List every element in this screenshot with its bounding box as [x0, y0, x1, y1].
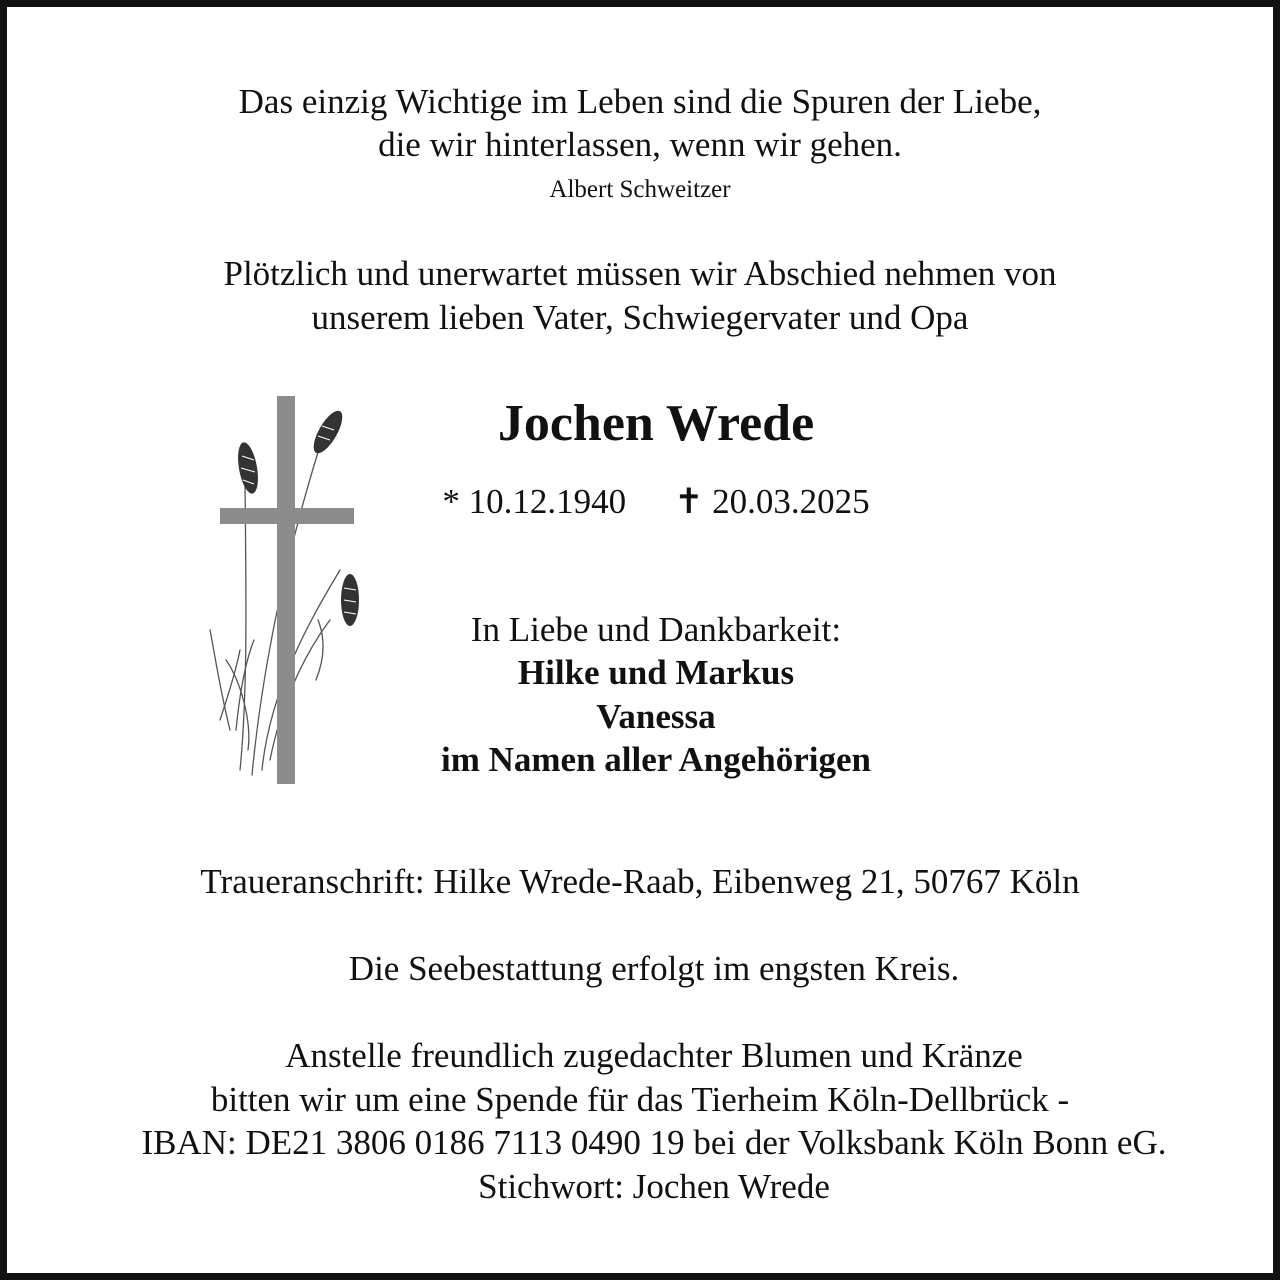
life-dates	[16, 484, 1280, 519]
quote-line-2: die wir hinterlassen, wenn wir gehen.	[378, 125, 902, 164]
intro-line-1: Plötzlich und unerwartet müssen wir Abschied nehmen von	[223, 254, 1057, 293]
intro-line-2: unserem lieben Vater, Schwiegervater und Opa	[311, 298, 969, 337]
mourner-name-2: Vanessa	[596, 697, 716, 736]
mourning-address: Traueranschrift: Hilke Wrede-Raab, Eibenweg 21, 50767 Köln	[200, 862, 1080, 901]
death-date: ✝ 20.03.2025	[674, 482, 870, 521]
donation-line-2: bitten wir um eine Spende für das Tierheim Köln-Dellbrück -	[210, 1080, 1070, 1119]
deceased-name: Jochen Wrede	[497, 395, 815, 452]
mourners-intro: In Liebe und Dankbarkeit:	[470, 610, 842, 649]
mourner-name-1: Hilke und Markus	[517, 653, 795, 692]
donation-line-3: IBAN: DE21 3806 0186 7113 0490 19 bei der Volksbank Köln Bonn eG.	[141, 1123, 1167, 1162]
quote-line-1: Das einzig Wichtige im Leben sind die Spuren der Liebe,	[238, 82, 1042, 121]
birth-date: * 10.12.1940	[442, 482, 627, 521]
mourner-name-3: im Namen aller Angehörigen	[440, 740, 871, 779]
quote-author: Albert Schweitzer	[549, 176, 731, 203]
donation-line-4: Stichwort: Jochen Wrede	[478, 1167, 830, 1206]
burial-note: Die Seebestattung erfolgt im engsten Kreis.	[348, 949, 960, 988]
donation-line-1: Anstelle freundlich zugedachter Blumen und Kränze	[285, 1036, 1023, 1075]
